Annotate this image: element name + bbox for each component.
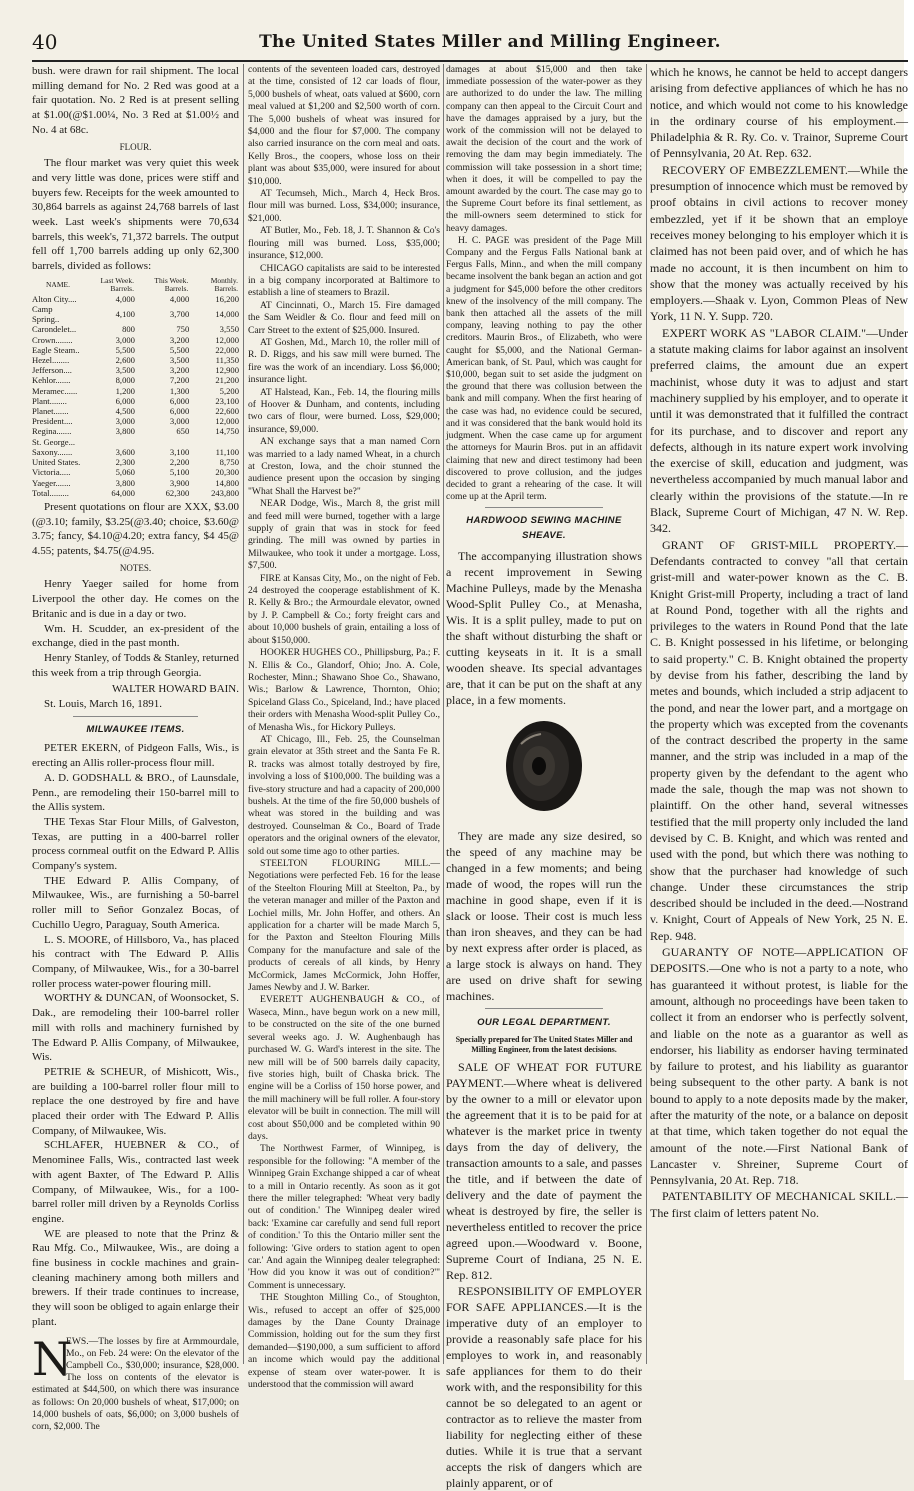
paragraph: WE are pleased to note that the Prinz & Rau Mfg. Co., Milwaukee, Wis., are doing a fine business in cockle machines and grain-cleaning machinery among both millers and brewers. If their trade continues to increase, they will soon be obliged to again enlarge their plant. bbox=[32, 1227, 239, 1328]
table-cell: United States. bbox=[32, 457, 81, 468]
paragraph: RESPONSIBILITY OF EMPLOYER FOR SAFE APPLIANCES.—It is the imperative duty of an employer to provide a reasonably safe place for his employes to work in, and reasonably safe appliances for them to do their work with, and the responsibility for this cannot be so delegated to an agent or contractor as to relieve the master from liability for neglecting either of these duties. While it is true that a servant accepts the risk of dangers which are plainly apparent, or of bbox=[446, 1283, 642, 1490]
table-cell: 5,500 bbox=[169, 344, 190, 355]
table-cell: 3,100 bbox=[169, 446, 190, 457]
paragraph: THE Stoughton Milling Co., of Stoughton, Wis., refused to accept an offer of $25,000 damages by the Dane County Drainage Commission, holding out for the sum they first demanded—$190,000, a sum sufficient to afford an income which would pay the additional expense of steam over water-power. It is understood that the commission will award bbox=[248, 1292, 440, 1391]
table-cell: 3,600 bbox=[115, 446, 135, 457]
milwaukee-heading: MILWAUKEE ITEMS. bbox=[86, 723, 185, 735]
table-cell: 21,200 bbox=[215, 375, 239, 386]
paragraph: They are made any size desired, so the speed of any machine may be changed in a few moments; and being made of wood, the ropes will run the machine in good shape, even if it is slack or loose. Their cost is much less than iron sheaves, and they can be had by next express after order is placed, as a large stock is always on hand. They are used on drive shaft for sewing machines. bbox=[446, 828, 642, 1003]
table-cell: 62,300 bbox=[165, 487, 190, 498]
table-cell: 14,800 bbox=[215, 477, 239, 488]
table-row bbox=[32, 304, 239, 324]
paragraph: STEELTON FLOURING MILL.—Negotiations were perfected Feb. 16 for the lease of the Steelton Flouring Mill at Steelton, Pa., by the veteran manager and miller of the Paxton and Lochiel mills, Mr. John Hoffer, and others. An application for a charter will be made March 5, for the Paxton and Steelton Flouring Mills Company for the manufacture and sale of the products of cereals of all kinds, by Henry McCormick, James McCormick, John Hoffer, James Newby and J. W. Barker. bbox=[248, 858, 440, 994]
paragraph: HOOKER HUGHES CO., Phillipsburg, Pa.; F. N. Ellis & Co., Glandorf, Ohio; Jno. A. Cole, Rochester, Minn.; Shawano Shoe Co., Shawano, Wis.; Barlow & Lawrence, Thornton, Ohio; Spiceland Glass Co., Spiceland, Ind.; have placed their orders with Menasha Wood-split Pulley Co., of Menasha Wis., for Hickory Pulleys. bbox=[248, 647, 440, 733]
paragraph: damages at about $15,000 and then take immediate possession of the water-power as they are authorized to do under the law. The milling company can then appeal to the Circuit Court and have the damages appraised by a jury, but the work of the commission will not be delayed to await the decision of the court and the work of removing the dam may begin immediately. The commission will take possession in a short time; when it does, it will be compelled to pay the amount awarded by the court. The case may go to the Supreme Court before its final settlement, as the mill-owners seem determined to stick for heavy damages. bbox=[446, 64, 642, 234]
table-cell: 2,600 bbox=[115, 355, 135, 366]
legal-heading: OUR LEGAL DEPARTMENT. bbox=[477, 1016, 611, 1028]
table-cell: 14,750 bbox=[215, 426, 239, 437]
paragraph: GUARANTY OF NOTE—APPLICATION OF DEPOSITS.—One who is not a party to a note, who has guaranteed it without protest, is liable for the amount, although no proceedings have been taken to collect it from an endorser who is perfectly solvent, and liable on the note as a guarantor as well as endorser, his liability as endorser having terminated by failure to protest, and his liability as guarantor being subsequent to the other party. A bank is not bound to apply to a note deposits made by the maker, after the maturity of the note, or a balance on deposit at that time, which taken together do not equal the amount of the note.—First National Bank of Lancaster v. Shreiner, Supreme Court of Pennsylvania, 20 At. Rep. 718. bbox=[650, 945, 908, 1188]
table-cell bbox=[81, 437, 135, 447]
table-row bbox=[32, 335, 239, 345]
paragraph: AT Halstead, Kan., Feb. 14, the flouring mills of Hoover & Dunham, and contents, including two cars of flour, were burned. Loss, $29,000; insurance, $9,000. bbox=[248, 386, 440, 435]
table-cell: Victoria..... bbox=[32, 467, 71, 478]
table-cell: 243,800 bbox=[211, 487, 239, 498]
table-cell: 20,300 bbox=[215, 467, 239, 478]
paragraph: AT Goshen, Md., March 10, the roller mill of R. D. Riggs, and his saw mill were burned. The fire was the work of an incendiary. Loss $6,000; insurance light. bbox=[248, 336, 440, 386]
page-header bbox=[32, 30, 908, 58]
table-cell: 3,500 bbox=[169, 355, 190, 366]
signature: WALTER HOWARD BAIN. bbox=[111, 683, 239, 696]
table-cell: 2,300 bbox=[115, 457, 135, 468]
news-section bbox=[32, 1331, 239, 1434]
table-cell: 5,500 bbox=[115, 344, 135, 355]
column-divider bbox=[646, 64, 647, 1364]
masthead: The United States Miller and Milling Engineer. bbox=[259, 32, 721, 52]
table-cell: Saxony....... bbox=[32, 446, 73, 457]
table-header: This Week. Barrels. bbox=[154, 275, 189, 293]
table-cell: 14,000 bbox=[215, 309, 239, 320]
sheave-heading: HARDWOOD SEWING MACHINE SHEAVE. bbox=[466, 515, 622, 542]
table-cell: Alton City.... bbox=[32, 293, 77, 304]
paragraph: EVERETT AUGHENBAUGH & CO., of Waseca, Minn., have begun work on a new mill, to be constructed on the site of the one burned several weeks ago. J. W. Aughenbaugh has purchased W. G. Ward's interest in the site. The new mill will be of 500 barrels daily capacity, five stories high, built of Chaska brick. The engine will be a Corliss of 150 horse power, and the mill machinery will be full roller. A four-story elevator will be built in connection. The mill will cost about $50,000 and be completed within 90 days. bbox=[248, 994, 440, 1142]
table-cell: 7,200 bbox=[169, 375, 190, 386]
column-divider bbox=[243, 64, 244, 1364]
table-header: NAME. bbox=[46, 279, 70, 289]
column-divider bbox=[443, 64, 444, 1364]
table-row bbox=[32, 416, 239, 426]
table-cell: 5,100 bbox=[169, 467, 190, 478]
paragraph: AT Chicago, Ill., Feb. 25, the Counselman grain elevator at 35th street and the Santa Fe R. R. tracks was almost totally destroyed by fire, involving a loss of $100,000. The building was a five-story structure and had a capacity of 200,000 bushels. At the time of the fire 50,000 bushels of wheat was stored in the building and was destroyed. Counselman & Co., Board of Trade operators and the original owners of the elevator, sold out some time ago to other parties. bbox=[248, 733, 440, 857]
table-cell: Planet....... bbox=[32, 406, 69, 417]
table-cell bbox=[135, 437, 189, 447]
table-cell: 3,550 bbox=[219, 324, 239, 335]
paragraph: H. C. PAGE was president of the Page Mill Company and the Fergus Falls National bank at Fergus Falls, Minn., and when the mill company became insolvent the bank began an action and got a judgment for $45,000 before the other creditors knew of the insolvency of the mill company. The bank then attached all the assets of the mill company, leaving nothing to pay the other creditors. Maurin Bros., of Elizabeth, who were caught for $5,000, and the National German-American bank, of St. Paul, which was caught for $10,000, began suit to set aside the judgment on the ground that there was collusion between the bank and mill company. When the first hearing of the case was had, no evidence could be secured, and it was considered that the bank would hold its judgment. When the case came up for argument the attorneys for Maurin Bros. put in an affidavit claiming that new and direct testimony had been discovered to prove collusion, and the judges decided to grant a rehearing of the case. It will come up at the April term. bbox=[446, 234, 642, 503]
divider bbox=[73, 716, 197, 717]
table-cell: 6,000 bbox=[169, 406, 190, 417]
table-cell: 6,000 bbox=[115, 395, 135, 406]
paragraph: EWS.—The losses by fire at Armmourdale, Mo., on Feb. 24 were: On the elevator of the Campbell Co., $30,000; insurance, $28,000. The loss on contents of the elevator is estimated at $44,500, on which there was insurance as follows: On 20,000 bushels of wheat, $17,000; on 14,000 bushels of oats, $6,000; on 3,000 bushels of corn, $2,000. The bbox=[32, 1335, 239, 1432]
table-cell: Camp Spring.. bbox=[32, 304, 60, 325]
table-row bbox=[32, 478, 239, 488]
paragraph: PETRIE & SCHEUR, of Mishicott, Wis., are building a 100-barrel roller flour mill to replace the one destroyed by fire and have placed their order with The Edward P. Allis Company, of Milwaukee, Wis. bbox=[32, 1065, 239, 1137]
paragraph: GRANT OF GRIST-MILL PROPERTY.—Defendants contracted to convey "all that certain grist-mill and water-power known as the C. B. Knight Grist-mill Property, including a tract of land at Round Pond, together with all the rights and privileges to the waters in Round Pond that the late C. B. Knight possessed in his lifetime, or belonging to said property." C. B. Knight obtained the property by devise from his father, describing the land by metes and bounds, which included a strip adjacent to the pond, and near the lower part, and a mortgage on the property which was excepted from the covenants of the contract described the property in the same manner, and the strip was included in a map of the property given by the defendant to the agent who made the sale, though the map was not shown to plaintiff. On the other hand, several witnesses testified that the mill property only included the land devised by C. B. Knight, and which was rented and used with the pond, but which there was nothing to show that the purchaser had knowledge of such change. Under these circumstances the strip described should be included in the deed.—Nostrand v. Knight, Court of Appeals of New York, 25 N. E. Rep. 948. bbox=[650, 537, 908, 943]
table-row bbox=[32, 406, 239, 416]
paragraph: AT Cincinnati, O., March 15. Fire damaged the Sam Weidler & Co. flour and feed mill on Carr Street to the extent of $25,000. Insured. bbox=[248, 299, 440, 336]
paragraph: CHICAGO capitalists are said to be interested in a big company incorporated at Baltimore to establish a line of steamers to Brazil. bbox=[248, 262, 440, 299]
table-cell: 4,500 bbox=[115, 406, 135, 417]
paragraph: The Northwest Farmer, of Winnipeg, is responsible for the following: "A member of the Winnipeg Grain Exchange shipped a car of wheat to a mill in Ontario recently. As soon as it got there the miller telegraphed: 'Wheat very badly out of condition.' The Winnipeg dealer wired back: 'Examine car carefully and send full report of condition.' To this the Ontario miller sent the following: 'Give orders to station agent to open car.' And again the Winnipeg dealer telegraphed: 'How did you know it was out of condition?'" Comment is unnecessary. bbox=[248, 1143, 440, 1291]
paragraph: SALE OF WHEAT FOR FUTURE PAYMENT.—Where wheat is delivered by the owner to a mill or elevator upon the agreement that it is to be paid for at whatever is the market price in twenty days from the day of delivery, the transaction amounts to a sale, and passes the title, and if between the date of delivery and the date of payment the wheat is destroyed by fire, the seller is nevertheless entitled to recover the price agreed upon.—Woodward v. Boone, Supreme Court of Indiana, 25 N. E. Rep. 812. bbox=[446, 1059, 642, 1282]
table-row bbox=[32, 375, 239, 385]
column-2 bbox=[248, 64, 440, 1391]
table-cell: 1,300 bbox=[169, 385, 190, 396]
table-row bbox=[32, 355, 239, 365]
table-cell: 3,200 bbox=[169, 365, 190, 376]
table-cell: Jefferson.... bbox=[32, 365, 72, 376]
table-cell: 2,200 bbox=[169, 457, 190, 468]
page-number: 40 bbox=[32, 30, 58, 54]
paragraph: PATENTABILITY OF MECHANICAL SKILL.—The first claim of letters patent No. bbox=[650, 1189, 908, 1220]
sheave-article bbox=[446, 548, 642, 1491]
table-cell: 64,000 bbox=[111, 487, 135, 498]
table-cell: 3,200 bbox=[169, 334, 190, 345]
table-row bbox=[32, 447, 239, 457]
table-row bbox=[32, 294, 239, 304]
paragraph: The flour market was very quiet this week and very little was done, prices were stiff and buyers few. Receipts for the week amounted to 30,864 barrels as against 24,768 barrels of last week. Last week's shipments were 70,634 barrels, this week's, 71,372 barrels. The output fell off 1,700 barrels adding up only 62,300 barrels, divided as follows: bbox=[32, 157, 239, 273]
table-cell: 22,600 bbox=[215, 406, 239, 417]
dateline: St. Louis, March 16, 1891. bbox=[44, 698, 162, 711]
pulley-icon bbox=[499, 716, 589, 816]
table-row bbox=[32, 467, 239, 477]
sheave-illustration bbox=[446, 716, 642, 820]
table-cell: Regina....... bbox=[32, 426, 72, 437]
table-cell: 12,000 bbox=[215, 416, 239, 427]
table-cell: 3,500 bbox=[115, 365, 135, 376]
table-cell: 1,200 bbox=[115, 385, 135, 396]
paragraph: NEAR Dodge, Wis., March 8, the grist mill and feed mill were burned, together with a large supply of grain that was in stock for feed grinding. The mill was owned by parties in Milwaukee, who took it under a mortgage. Loss, $7,500. bbox=[248, 498, 440, 572]
paragraph: THE Edward P. Allis Company, of Milwaukee, Wis., are furnishing a 50-barrel roller mill to Señor Gonzalez Bocas, of Cuchillo Uegro, Paraguay, South America. bbox=[32, 874, 239, 931]
table-header: Monthly. Barrels. bbox=[210, 275, 238, 293]
paragraph: which he knows, he cannot be held to accept dangers arising from defective appliances of which he has no notice, and which would not come to his knowledge in the ordinary course of his employment.—Philadelphia & R. Ry. Co. v. Trainor, Supreme Court of Pennsylvania, 20 At. Rep. 632. bbox=[650, 65, 908, 161]
paragraph: THE Texas Star Flour Mills, of Galveston, Texas, are putting in a 400-barrel roller process cornmeal outfit on the Edward P. Allis Company's system. bbox=[32, 815, 239, 873]
paragraph: RECOVERY OF EMBEZZLEMENT.—While the presumption of innocence which must be removed by proof obtains in civil actions to recover money embezzled, yet if it be shown that an employe receives money belonging to his employer which it is claimed has not been paid over, and of which he has made no account, it is then incumbent on him to show that the money was actually received by his employers.—Shaak v. Lyon, Common Pleas of New York, 11 N. Y. Supp. 720. bbox=[650, 162, 908, 324]
column-1 bbox=[32, 64, 239, 1432]
paragraph: Henry Yaeger sailed for home from Liverpool the other day. He comes on the Britanic and is due in a day or two. bbox=[32, 578, 239, 620]
paragraph: SCHLAFER, HUEBNER & CO., of Menominee Falls, Wis., contracted last week with agent Baxter, of The Edward P. Allis Company, of Milwaukee, Wis., for a 100-barrel roller mill driven by a Reynolds Corliss engine. bbox=[32, 1139, 239, 1225]
table-cell: 8,750 bbox=[219, 457, 239, 468]
table-cell bbox=[189, 437, 239, 447]
paragraph: EXPERT WORK AS "LABOR CLAIM."—Under a statute making claims for labor against an insolvent preferred claims, the amount due an expert machinist, whose duty it was to adjust and start machinery supplied by his employer, and to operate it until it was demonstrated that it fulfilled the contract for its purchase, and to discover and report any defects, although in its nature expert work involving the exercise of skill, education and judgment, was nevertheless accompanied by much manual labor and clearly within the provisions of the statute.—In re Black, Supreme Court of Michigan, 47 N. W. Rep. 342. bbox=[650, 325, 908, 536]
table-cell: 22,000 bbox=[215, 344, 239, 355]
table-cell: Carondelet... bbox=[32, 324, 77, 335]
paragraph: Present quotations on flour are XXX, $3.00 (@3.10; family, $3.25(@3.40; choice, $3.60@ 3.75; fancy, $4.10@4.20; extra fancy, $4 45@ 4.55; patents, $4.75(@4.95. bbox=[32, 500, 239, 558]
table-cell: 5,200 bbox=[219, 385, 239, 396]
paragraph: L. S. MOORE, of Hillsboro, Va., has placed his contract with The Edward P. Allis Company, of Milwaukee, Wis., for a 30-barrel roller process water-power flouring mill. bbox=[32, 933, 239, 990]
table-row bbox=[32, 457, 239, 467]
column-4 bbox=[650, 64, 908, 1364]
table-cell: 4,100 bbox=[115, 309, 135, 320]
paragraph: AT Butler, Mo., Feb. 18, J. T. Shannon & Co's flouring mill was burned. Loss, $35,000; insurance, $12,000. bbox=[248, 225, 440, 262]
table-cell: 800 bbox=[122, 324, 135, 335]
table-cell: 11,100 bbox=[215, 446, 239, 457]
divider bbox=[485, 1008, 603, 1009]
paragraph: AN exchange says that a man named Corn was married to a lady named Wheat, in a church at Creston, Iowa, and the choir stunned the audience present upon the occasion by singing "What Shall the Harvest be?" bbox=[248, 436, 440, 497]
legal-subheading: Specially prepared for The United States Miller and Milling Engineer, from the latest decisions. bbox=[455, 1034, 633, 1054]
table-cell: 16,200 bbox=[215, 293, 239, 304]
table-cell: 4,000 bbox=[115, 293, 135, 304]
table-cell: Crown........ bbox=[32, 334, 73, 345]
drop-cap: N bbox=[32, 1331, 73, 1386]
table-cell: 3,000 bbox=[115, 334, 135, 345]
table-cell: 3,800 bbox=[115, 426, 135, 437]
table-cell: 3,000 bbox=[169, 416, 190, 427]
paragraph: Henry Stanley, of Todds & Stanley, returned this week from a trip through Georgia. bbox=[32, 651, 239, 679]
paragraph: A. D. GODSHALL & BRO., of Launsdale, Penn., are remodeling their 150-barrel mill to the Allis system. bbox=[32, 771, 239, 814]
table-cell: 5,060 bbox=[115, 467, 135, 478]
paragraph: WORTHY & DUNCAN, of Woonsocket, S. Dak., are remodeling their 100-barrel roller mill with rolls and machinery furnished by The Edward P. Allis Company, of Milwaukee, Wis. bbox=[32, 992, 239, 1064]
paragraph: AT Tecumseh, Mich., March 4, Heck Bros. flour mill was burned. Loss, $34,000; insurance, $21,000. bbox=[248, 188, 440, 224]
table-cell: 3,700 bbox=[169, 309, 190, 320]
table-cell: 12,000 bbox=[215, 334, 239, 345]
table-row bbox=[32, 396, 239, 406]
paragraph: bush. were drawn for rail shipment. The local milling demand for No. 2 Red was good at a fair quotation. No. 2 Red is at present selling at $1.00(@$1.00¼, No. 3 Red at $1.00½ and No. 4 at 68c. bbox=[32, 65, 239, 136]
paragraph: FIRE at Kansas City, Mo., on the night of Feb. 24 destroyed the cooperage establishment of K. R. Kelly & Bro.; the Armourdale elevator, owned by J. P. Campbell & Co.; forty freight cars and about 10,000 bushels of grain, entailing a loss of about $150,000. bbox=[248, 572, 440, 646]
table-cell: 650 bbox=[176, 426, 190, 437]
dense-text bbox=[446, 64, 642, 503]
table-cell: Hezel........ bbox=[32, 355, 70, 366]
table-cell: President.... bbox=[32, 416, 73, 427]
column-3 bbox=[446, 64, 642, 1490]
table-cell: 12,900 bbox=[215, 365, 239, 376]
table-row bbox=[32, 345, 239, 355]
paragraph: Wm. H. Scudder, an ex-president of the exchange, died in the past month. bbox=[32, 622, 239, 650]
table-cell: Total......... bbox=[32, 487, 69, 498]
table-cell: Yaeger....... bbox=[32, 477, 71, 488]
table-cell: Kehlor....... bbox=[32, 375, 71, 386]
header-rule bbox=[32, 60, 908, 62]
table-row bbox=[32, 426, 239, 436]
table-cell: 6,000 bbox=[169, 395, 190, 406]
table-row bbox=[32, 324, 239, 334]
table-header: Last Week. Barrels. bbox=[100, 275, 134, 293]
table-total-row bbox=[32, 488, 239, 498]
mill-output-table bbox=[32, 276, 239, 498]
paragraph: The accompanying illustration shows a recent improvement in Sewing Machine Pulleys, made by the Menasha Wood-Split Pulley Co., at Menasha, Wis. It is a split pulley, made to put on the shaft without disturbing the shaft or cutting keyseats in it. It is a small wooden sheave. Its special advantages are, that it can be put on the shaft at any place, in a few moments. bbox=[446, 548, 642, 707]
table-cell: Plant........ bbox=[32, 395, 67, 406]
table-cell: 23,100 bbox=[215, 395, 239, 406]
section-heading: FLOUR. bbox=[119, 141, 152, 152]
paragraph: PETER EKERN, of Pidgeon Falls, Wis., is erecting an Allis roller-process flour mill. bbox=[32, 742, 239, 770]
paragraph: contents of the seventeen loaded cars, destroyed at the time, consisted of 12 car loads of flour, 5,000 bushels of wheat, oats valued at $600, corn meal valued at $1,200 and $2,500 worth of corn. The 5,000 bushels of wheat was insured for $4,000 and the flour for $7,000. The company also carried insurance on the corn meal and oats. Kelly Bros., the coopers, whose loss on their plant was about $35,000, were insured for about $10,000. bbox=[248, 64, 440, 187]
table-row bbox=[32, 386, 239, 396]
divider bbox=[485, 507, 603, 508]
table-cell: St. George... bbox=[32, 436, 76, 447]
table-cell: 3,000 bbox=[115, 416, 135, 427]
section-heading: NOTES. bbox=[119, 562, 152, 573]
table-cell: 3,800 bbox=[115, 477, 135, 488]
table-row bbox=[32, 437, 239, 447]
table-cell: 3,900 bbox=[169, 477, 190, 488]
table-cell: 8,000 bbox=[115, 375, 135, 386]
table-cell: Eagle Steam.. bbox=[32, 344, 80, 355]
table-cell: 11,350 bbox=[215, 355, 239, 366]
table-cell: Meramec...... bbox=[32, 385, 78, 396]
table-row bbox=[32, 365, 239, 375]
table-cell: 4,000 bbox=[169, 293, 190, 304]
table-cell: 750 bbox=[176, 324, 190, 335]
